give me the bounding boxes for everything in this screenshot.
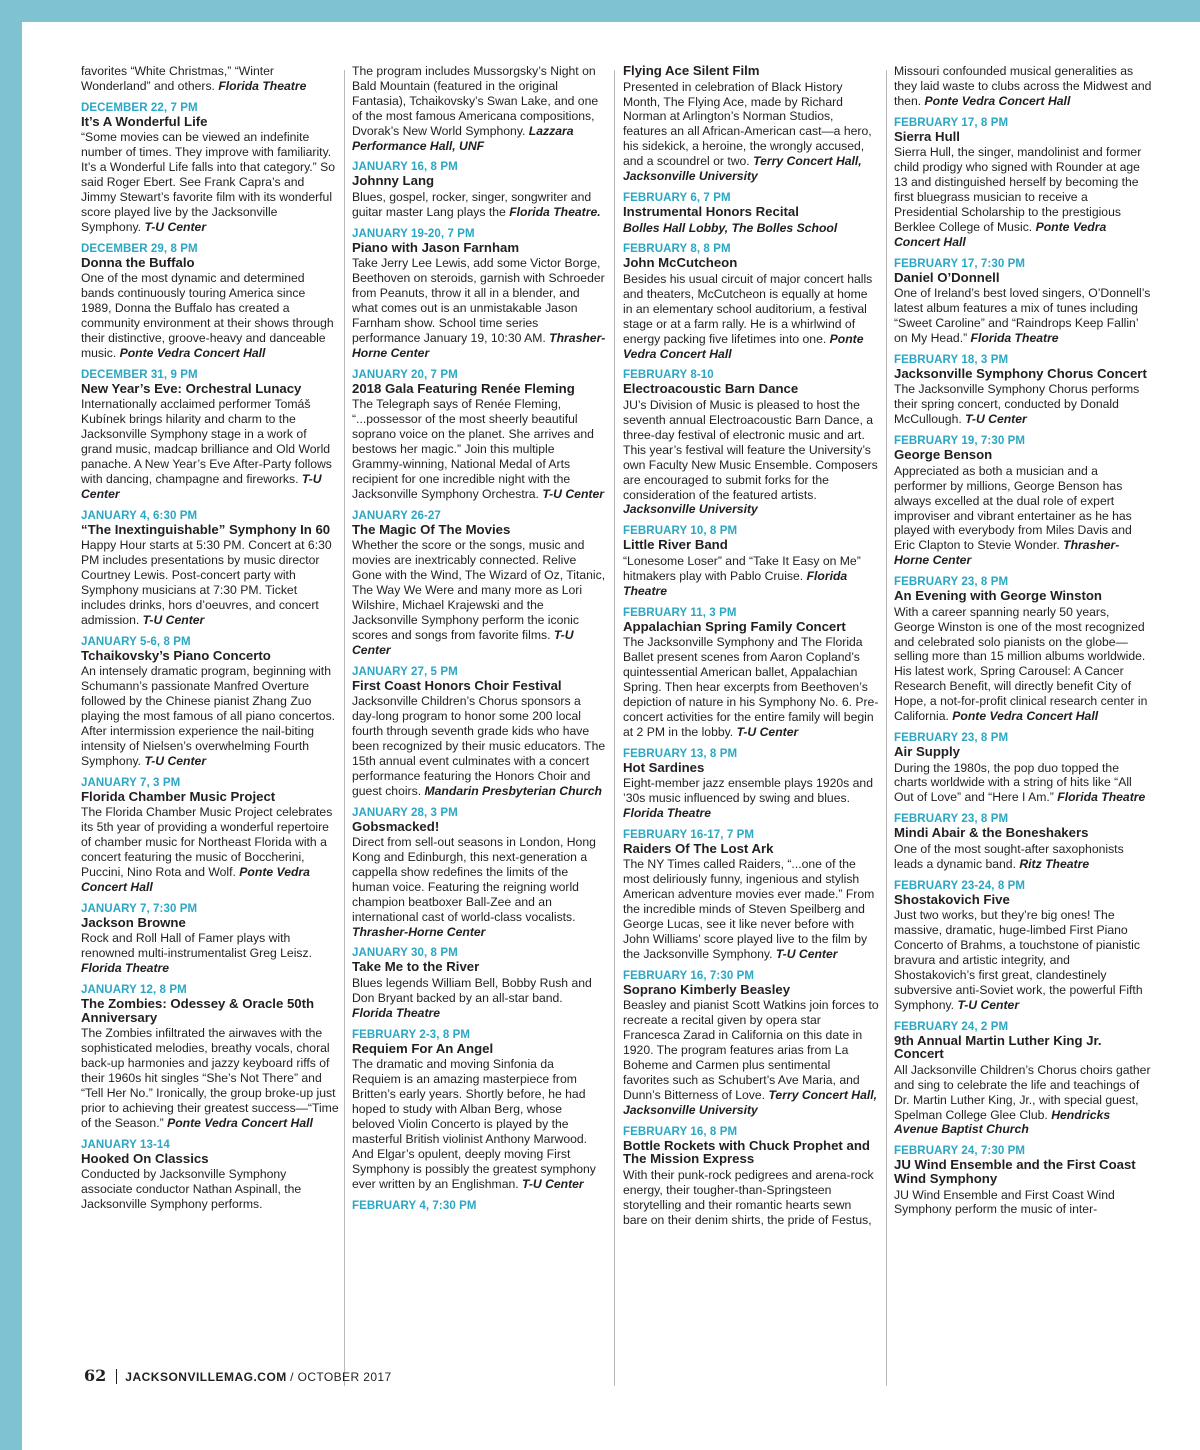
- event-description-block: [894, 842, 1152, 872]
- event-description-block: [81, 664, 339, 768]
- event-venue: T-U Center: [352, 627, 574, 657]
- event-listing: [352, 228, 606, 361]
- event-description-block: [894, 145, 1152, 249]
- event-description-block: [352, 538, 606, 657]
- event-listing: [894, 576, 1152, 724]
- event-date: JANUARY 7, 3 PM: [81, 776, 181, 789]
- event-title: Mindi Abair & the Boneshakers: [894, 825, 1089, 841]
- event-title: Bottle Rockets with Chuck Prophet and The Mission Express: [623, 1137, 870, 1167]
- event-title: Air Supply: [894, 743, 960, 759]
- event-venue: Hendricks Avenue Baptist Church: [894, 1107, 1111, 1137]
- event-venue: T-U Center: [522, 1176, 584, 1191]
- event-date: FEBRUARY 24, 2 PM: [894, 1020, 1009, 1033]
- events-column-4: [894, 64, 1152, 1394]
- event-description: All Jacksonville Children’s Chorus choirs gather and sing to celebrate the life and teachings of Dr. Martin Luther King, Jr., with special guest, Spelman College Glee Club.: [894, 1062, 1151, 1122]
- event-listing: [352, 947, 606, 1020]
- event-venue: Florida Theatre: [970, 330, 1059, 345]
- event-listing: [352, 1200, 606, 1213]
- event-description: Rock and Roll Hall of Famer plays with renowned multi-instrumentalist Greg Leisz.: [81, 931, 312, 961]
- event-date: FEBRUARY 23, 8 PM: [894, 731, 1009, 744]
- event-description: Besides his usual circuit of major concert halls and theaters, McCutcheon is equally at home in an elementary school auditorium, a festival stage or at a farm rally. He is a whirlwind of energy packing five lifetimes into one.: [623, 272, 873, 346]
- event-description-block: [894, 286, 1152, 346]
- event-venue: Florida Theatre: [352, 1005, 441, 1020]
- event-description-block: [352, 190, 606, 220]
- event-description-block: [623, 998, 879, 1117]
- event-date: FEBRUARY 8, 8 PM: [623, 243, 731, 256]
- event-venue: Florida Theatre: [623, 805, 712, 820]
- event-title: It’s A Wonderful Life: [81, 113, 208, 129]
- event-date: DECEMBER 31, 9 PM: [81, 368, 198, 381]
- event-description: “Lonesome Loser” and “Take It Easy on Me” hitmakers play with Pablo Cruise.: [623, 553, 861, 583]
- event-venue: Ponte Vedra Concert Hall: [924, 93, 1071, 108]
- event-title: Hooked On Classics: [81, 1150, 209, 1166]
- event-listing: [623, 192, 879, 236]
- event-title: Flying Ace Silent Film: [623, 64, 760, 78]
- event-title: New Year’s Eve: Orchestral Lunacy: [81, 380, 302, 396]
- event-date: JANUARY 12, 8 PM: [81, 984, 187, 997]
- event-title: John McCutcheon: [623, 255, 738, 271]
- event-venue: T-U Center: [142, 612, 205, 627]
- event-listing: [894, 64, 1152, 109]
- event-title: Requiem For An Angel: [352, 1040, 494, 1056]
- events-column-1: [81, 64, 339, 1394]
- event-description-block: [352, 835, 606, 939]
- event-description-block: [81, 64, 339, 94]
- event-description-block: [894, 605, 1152, 724]
- event-date: FEBRUARY 23, 8 PM: [894, 813, 1009, 826]
- event-description: One of Ireland’s best loved singers, O’Donnell’s latest album features a mix of tunes including “Sweet Caroline” and “Raindrops Keep Fallin’ on My Head.”: [894, 286, 1151, 345]
- event-listing: [81, 903, 339, 976]
- event-listing: [623, 748, 879, 821]
- event-listing: [894, 732, 1152, 805]
- event-venue: Lazzara Performance Hall, UNF: [352, 123, 574, 153]
- event-listing: [81, 369, 339, 502]
- event-description-block: [352, 397, 606, 501]
- event-title: 9th Annual Martin Luther King Jr. Concert: [894, 1032, 1102, 1062]
- event-title: “The Inextinguishable” Symphony In 60: [81, 521, 331, 537]
- event-description-block: [623, 857, 879, 961]
- footer-issue: / OCTOBER 2017: [290, 1370, 392, 1384]
- event-venue: T-U Center: [957, 997, 1020, 1012]
- event-listing: [894, 117, 1152, 250]
- event-description-block: [81, 538, 339, 627]
- event-description: The Telegraph says of Renée Fleming, “...possessor of the most sheerly beautiful soprano voice on the planet. She arrives and bestows her magic.” Join this multiple Grammy-winning, National Medal of Arts recipient for one incredible night with the Jacksonville Symphony Orchestra.: [352, 397, 594, 501]
- event-description: The Jacksonville Symphony Chorus performs their spring concert, conducted by Donald McCullough.: [894, 382, 1140, 427]
- event-title: Raiders Of The Lost Ark: [623, 840, 774, 856]
- event-title: Take Me to the River: [352, 959, 480, 975]
- column-divider: [886, 70, 887, 1386]
- event-venue: Florida Theatre: [218, 78, 307, 93]
- event-description: Happy Hour starts at 5:30 PM. Concert at 6:30 PM includes presentations by music director Courtney Lewis. Post-concert party with Symphony musicians at 7:30 PM. Ticket includes drinks, hors d’oeuvres, and concert admission.: [81, 538, 332, 627]
- event-description-block: [352, 256, 606, 360]
- event-title: George Benson: [894, 447, 993, 463]
- magazine-page: [22, 22, 1200, 1450]
- event-description-block: [894, 382, 1152, 427]
- event-venue: Bolles Hall Lobby, The Bolles School: [623, 220, 838, 235]
- event-date: FEBRUARY 6, 7 PM: [623, 191, 731, 204]
- event-listing: [894, 1145, 1152, 1217]
- event-description-block: [623, 398, 879, 517]
- event-description: Conducted by Jacksonville Symphony associate conductor Nathan Aspinall, the Jacksonville Symphony performs.: [81, 1167, 302, 1211]
- event-listing: [81, 102, 339, 235]
- event-listing: [81, 510, 339, 628]
- event-listing: [352, 666, 606, 799]
- event-description: Eight-member jazz ensemble plays 1920s and ’30s music influenced by swing and blues.: [623, 776, 873, 806]
- event-venue: Thrasher-Horne Center: [352, 330, 606, 360]
- event-description: Take Jerry Lee Lewis, add some Victor Borge, Beethoven on steroids, garnish with Schroeder from Peanuts, throw it all in a blender, and what comes out is an unmistakable Jason Farnham show. School time series performance January 19, 10:30 AM.: [352, 256, 605, 345]
- event-date: JANUARY 13-14: [81, 1138, 170, 1151]
- page-number: 62: [84, 1366, 107, 1385]
- event-listing: [352, 510, 606, 658]
- event-listing: [894, 258, 1152, 346]
- event-date: FEBRUARY 17, 7:30 PM: [894, 257, 1026, 270]
- event-date: JANUARY 27, 5 PM: [352, 665, 458, 678]
- event-venue: Mandarin Presbyterian Church: [424, 783, 602, 798]
- event-listing: [894, 354, 1152, 427]
- event-description-block: [81, 130, 339, 234]
- event-description: With their punk-rock pedigrees and arena-rock energy, their tougher-than-Springsteen storytelling and their romantic hearts sewn bare on their denim shirts, the pride of Festus,: [623, 1167, 874, 1227]
- event-date: FEBRUARY 11, 3 PM: [623, 606, 737, 619]
- event-title: Donna the Buffalo: [81, 254, 195, 270]
- event-venue: Thrasher-Horne Center: [894, 538, 1120, 568]
- event-listing: [352, 369, 606, 502]
- event-title: Gobsmacked!: [352, 818, 440, 834]
- event-description: The Florida Chamber Music Project celebrates its 5th year of providing a wonderful repertoire of chamber music for Northeast Florida with a concert featuring the music of Boccherini, Puccini, Nino Rota and Wolf.: [81, 805, 333, 879]
- event-title: The Zombies: Odessey & Oracle 50th Anniversary: [81, 996, 315, 1025]
- event-title: An Evening with George Winston: [894, 588, 1102, 604]
- event-listing: [81, 636, 339, 769]
- event-listing: [894, 813, 1152, 871]
- column-divider: [614, 70, 615, 1386]
- event-venue: Ponte Vedra Concert Hall: [167, 1115, 313, 1130]
- events-column-3: [623, 64, 879, 1394]
- event-venue: Florida Theatre.: [509, 204, 601, 219]
- event-description: Appreciated as both a musician and a performer by millions, George Benson has always excelled at the dual role of expert improviser and vibrant entertainer as he has played with everybody from Miles Davis and Eric Clapton to Stevie Wonder.: [894, 463, 1132, 553]
- event-listing: [352, 64, 606, 153]
- event-listing: [352, 807, 606, 940]
- event-venue: T-U Center: [144, 753, 207, 768]
- event-description-block: [81, 805, 339, 894]
- event-title: The Magic Of The Movies: [352, 521, 511, 537]
- event-listing: [894, 435, 1152, 568]
- events-column-2: [352, 64, 606, 1394]
- event-description: Internationally acclaimed performer Tomáš Kubínek brings hilarity and charm to the Jacksonville Symphony stage in a work of grand music, madcap brilliance and Old World panache. A New Year’s Eve After-Party follows with dancing, champagne and fireworks.: [81, 397, 332, 486]
- event-title: Florida Chamber Music Project: [81, 788, 276, 804]
- event-description: JU’s Division of Music is pleased to host the seventh annual Electroacoustic Barn Dance, a three-day festival of electronic music and art. This year’s festival will feature the University’s own Faculty New Music Ensemble. Composers are encouraged to submit forks for the consideration of the featured artists.: [623, 398, 878, 502]
- event-date: JANUARY 28, 3 PM: [352, 806, 458, 819]
- event-description-block: [81, 1026, 339, 1130]
- event-description: During the 1980s, the pop duo topped the charts worldwide with a string of hits like “All Out of Love” and “Here I Am.”: [894, 760, 1132, 805]
- event-listing: [352, 1029, 606, 1192]
- event-description-block: [894, 761, 1152, 806]
- event-date: JANUARY 26-27: [352, 509, 441, 522]
- event-date: JANUARY 7, 7:30 PM: [81, 902, 198, 915]
- event-description: JU Wind Ensemble and First Coast Wind Symphony perform the music of inter-: [894, 1187, 1115, 1217]
- event-title: Jacksonville Symphony Chorus Concert: [894, 365, 1147, 381]
- event-description-block: [352, 976, 606, 1021]
- event-title: Instrumental Honors Recital: [623, 203, 799, 219]
- event-listing: [352, 161, 606, 219]
- event-date: FEBRUARY 4, 7:30 PM: [352, 1199, 477, 1212]
- event-date: JANUARY 20, 7 PM: [352, 368, 458, 381]
- event-venue: Ponte Vedra Concert Hall: [81, 864, 310, 894]
- event-description: Beasley and pianist Scott Watkins join forces to recreate a recital given by opera star Francesca Zarad in California on this date in 1920. The program features arias from La Boheme and Carmen plus sentimental favorites such as Schubert’s Ave Maria, and Dunn’s Bitterness of Love.: [623, 998, 879, 1102]
- event-description: The program includes Mussorgsky’s Night on Bald Mountain (featured in the original Fantasia), Tchaikovsky’s Swan Lake, and one of the most famous Americana compositions, Dvorak’s New World Symphony.: [352, 64, 599, 138]
- event-date: JANUARY 16, 8 PM: [352, 161, 458, 174]
- event-description: Direct from sell-out seasons in London, Hong Kong and Edinburgh, this next-generation a cappella show redefines the limits of the human voice. Featuring the reigning world champion beatboxer Ball-Zee and an international cast of world-class vocalists.: [352, 835, 596, 924]
- event-date: FEBRUARY 23, 8 PM: [894, 576, 1009, 589]
- event-venue: T-U Center: [736, 724, 799, 739]
- event-description: favorites “White Christmas,” “Winter Wonderland” and others.: [81, 64, 274, 93]
- event-venue: Florida Theatre: [1057, 790, 1146, 805]
- event-description: “Some movies can be viewed an indefinite number of times. They improve with familiarity. It’s a Wonderful Life falls into that category.” So said Roger Ebert. See Frank Capra’s and Jimmy Stewart’s favorite film with its wonderful score played live by the Jacksonville Symphony.: [81, 130, 336, 234]
- event-date: FEBRUARY 17, 8 PM: [894, 116, 1009, 129]
- event-venue: Ponte Vedra Concert Hall: [119, 345, 266, 360]
- event-description: Presented in celebration of Black History Month, The Flying Ace, made by Richard Norman at Arlington’s Norman Studios, features an all African-American cast—a hero, his sidekick, a heroine, the wrongly accused, and a scoundrel or two.: [623, 79, 872, 169]
- event-description: With a career spanning nearly 50 years, George Winston is one of the most recognized and celebrated solo pianists on the globe—selling more than 15 million albums worldwide. His latest work, Spring Carousel: A Cancer Research Benefit, will directly benefit City of Hope, a not-for-profit clinical research center in California.: [894, 604, 1148, 724]
- event-listing: [623, 243, 879, 361]
- event-description: Just two works, but they’re big ones! The massive, dramatic, huge-limbed First Piano Concerto of Brahms, a touchstone of pianistic bravura and artistic integrity, and Shostakovich’s first great, clandestinely subversive anti-Soviet work, the powerful Fifth Symphony.: [894, 908, 1143, 1012]
- event-title: Daniel O’Donnell: [894, 269, 1000, 285]
- event-venue: Ponte Vedra Concert Hall: [623, 331, 864, 361]
- event-description-block: [623, 221, 879, 236]
- event-description: One of the most sought-after saxophonists leads a dynamic band.: [894, 841, 1124, 871]
- event-date: JANUARY 4, 6:30 PM: [81, 509, 198, 522]
- event-description-block: [81, 1167, 339, 1212]
- event-title: First Coast Honors Choir Festival: [352, 677, 562, 693]
- event-venue: Terry Concert Hall, Jacksonville University: [623, 154, 862, 184]
- event-date: FEBRUARY 8-10: [623, 369, 714, 382]
- event-description: Sierra Hull, the singer, mandolinist and former child prodigy who signed with Rounder at age 13 and distinguished herself by becoming the first bluegrass musician to receive a Presidential Scholarship to the prestigious Berklee College of Music.: [894, 145, 1142, 234]
- event-venue: Ponte Vedra Concert Hall: [952, 709, 1099, 724]
- event-description-block: [623, 1168, 879, 1228]
- event-description: Missouri confounded musical generalities as they laid waste to clubs across the Midwest and then.: [894, 64, 1152, 108]
- event-venue: Thrasher-Horne Center: [352, 924, 486, 939]
- event-date: FEBRUARY 19, 7:30 PM: [894, 435, 1026, 448]
- event-date: FEBRUARY 23-24, 8 PM: [894, 879, 1026, 892]
- event-listing: [81, 243, 339, 361]
- event-date: FEBRUARY 16, 8 PM: [623, 1125, 738, 1138]
- event-title: JU Wind Ensemble and the First Coast Wind Symphony: [894, 1157, 1136, 1186]
- event-venue: Ritz Theatre: [1019, 856, 1090, 871]
- event-description-block: [894, 464, 1152, 568]
- event-date: FEBRUARY 16-17, 7 PM: [623, 828, 755, 841]
- event-title: Tchaikovsky’s Piano Concerto: [81, 647, 271, 663]
- event-venue: T-U Center: [81, 471, 322, 501]
- event-title: Hot Sardines: [623, 759, 705, 775]
- event-description-block: [352, 64, 606, 153]
- event-listing: [623, 970, 879, 1118]
- event-title: Johnny Lang: [352, 173, 435, 189]
- event-description: The Zombies infiltrated the airwaves with the sophisticated melodies, breathy vocals, choral back-up harmonies and jazzy keyboard riffs of their 1960s hit singles “She’s Not There” and “Tell Her No.” Ironically, the group broke-up just prior to achieving their greatest success—“Time of the Season.”: [81, 1026, 339, 1130]
- event-title: Piano with Jason Farnham: [352, 239, 520, 255]
- event-venue: Florida Theatre: [623, 568, 848, 598]
- page-footer: [84, 1366, 392, 1385]
- event-description: The Jacksonville Symphony and The Florida Ballet present scenes from Aaron Copland’s quintessential American ballet, Appalachian Spring. Then hear excerpts from Beethoven’s depiction of nature in his Symphony No. 6. Pre-concert activities for the entire family will begin at 2 PM in the lobby.: [623, 635, 879, 739]
- event-description: Blues, gospel, rocker, singer, songwriter and guitar master Lang plays the: [352, 190, 592, 219]
- event-date: FEBRUARY 18, 3 PM: [894, 353, 1009, 366]
- event-listing: [623, 607, 879, 740]
- event-title: Little River Band: [623, 537, 728, 553]
- event-description-block: [894, 1063, 1152, 1138]
- event-venue: T-U Center: [542, 486, 604, 501]
- event-title: Shostakovich Five: [894, 891, 1010, 907]
- event-description-block: [352, 1057, 606, 1191]
- event-date: JANUARY 19-20, 7 PM: [352, 227, 475, 240]
- event-listing: [623, 369, 879, 517]
- event-date: FEBRUARY 16, 7:30 PM: [623, 969, 755, 982]
- event-date: DECEMBER 22, 7 PM: [81, 101, 198, 114]
- event-description: The NY Times called Raiders, “...one of the most deliriously funny, ingenious and stylish American adventure movies ever made.” From the incredible minds of Steven Speilberg and George Lucas, see it like never before with John Williams’ score played live to the film by the Jacksonville Symphony.: [623, 857, 875, 961]
- event-title: Electroacoustic Barn Dance: [623, 381, 799, 397]
- event-date: FEBRUARY 10, 8 PM: [623, 525, 738, 538]
- event-date: FEBRUARY 24, 7:30 PM: [894, 1145, 1026, 1158]
- event-listing: [81, 64, 339, 94]
- event-venue: T-U Center: [775, 946, 838, 961]
- event-listing: [623, 525, 879, 598]
- event-description-block: [352, 694, 606, 798]
- event-description-block: [81, 271, 339, 360]
- event-date: JANUARY 5-6, 8 PM: [81, 635, 191, 648]
- event-title: Jackson Browne: [81, 914, 186, 930]
- event-date: DECEMBER 29, 8 PM: [81, 242, 198, 255]
- event-description: The dramatic and moving Sinfonia da Requiem is an amazing masterpiece from Britten’s early years. Shortly before, he had hoped to study with Alban Berg, whose beloved Violin Concerto is played by the masterful British violinist Anthony Marwood. And Elgar’s opulent, deeply moving First Symphony is possibly the greatest symphony ever written by an Englishman.: [352, 1057, 596, 1191]
- event-venue: T-U Center: [965, 412, 1027, 427]
- event-listing: [623, 1126, 879, 1228]
- event-listing: [623, 829, 879, 962]
- footer-site-link[interactable]: JACKSONVILLEMAG.COM: [125, 1370, 287, 1384]
- event-date: FEBRUARY 13, 8 PM: [623, 747, 738, 760]
- event-listing: [894, 880, 1152, 1013]
- event-description-block: [894, 64, 1152, 109]
- event-description-block: [81, 397, 339, 501]
- event-venue: Florida Theatre: [81, 961, 170, 976]
- event-description-block: [894, 908, 1152, 1012]
- event-title: Appalachian Spring Family Concert: [623, 618, 846, 634]
- column-divider: [344, 70, 345, 1386]
- event-description-block: [623, 272, 879, 361]
- event-description-block: [623, 554, 879, 599]
- event-listing: [623, 64, 879, 184]
- event-description-block: [623, 635, 879, 739]
- event-description-block: [623, 80, 879, 184]
- event-title: Sierra Hull: [894, 128, 960, 144]
- event-venue: Ponte Vedra Concert Hall: [894, 219, 1107, 249]
- event-date: FEBRUARY 2-3, 8 PM: [352, 1028, 471, 1041]
- event-description: Whether the score or the songs, music and movies are inextricably connected. Relive Gone with the Wind, The Wizard of Oz, Titanic, The Way We Were and many more as Lori Wilshire, Michael Krajewski and the Jacksonville Symphony perform the iconic scores and songs from favorite films.: [352, 538, 606, 642]
- event-listing: [81, 984, 339, 1131]
- event-description: An intensely dramatic program, beginning with Schumann’s passionate Manfred Overture followed by the Chinese pianist Zhang Zuo playing the most famous of all piano concertos. After intermission experience the nail-biting intensity of Nielsen’s overwhelming Fourth Symphony.: [81, 664, 336, 768]
- event-listing: [81, 777, 339, 895]
- event-venue: T-U Center: [144, 219, 207, 234]
- event-description: One of the most dynamic and determined bands continuously touring America since 1989, Donna the Buffalo has created a community environment at their shows through their distinctive, groove-heavy and danceable music.: [81, 271, 334, 360]
- event-description: Blues legends William Bell, Bobby Rush and Don Bryant backed by an all-star band.: [352, 976, 592, 1005]
- event-description-block: [623, 776, 879, 821]
- footer-divider: [116, 1369, 117, 1384]
- event-title: Soprano Kimberly Beasley: [623, 981, 791, 997]
- event-venue: Terry Concert Hall, Jacksonville University: [623, 1087, 878, 1117]
- event-description: Jacksonville Children’s Chorus sponsors a day-long program to honor some 200 local fourth through seventh grade kids who have been recognized by their music educators. The 15th annual event culminates with a concert performance featuring the Honors Choir and guest choirs.: [352, 694, 606, 798]
- event-description-block: [894, 1188, 1152, 1218]
- event-date: JANUARY 30, 8 PM: [352, 947, 458, 960]
- event-venue: Jacksonville University: [623, 502, 758, 517]
- event-listing: [81, 1139, 339, 1212]
- event-description-block: [81, 931, 339, 976]
- event-listing: [894, 1021, 1152, 1138]
- event-title: 2018 Gala Featuring Renée Fleming: [352, 380, 575, 396]
